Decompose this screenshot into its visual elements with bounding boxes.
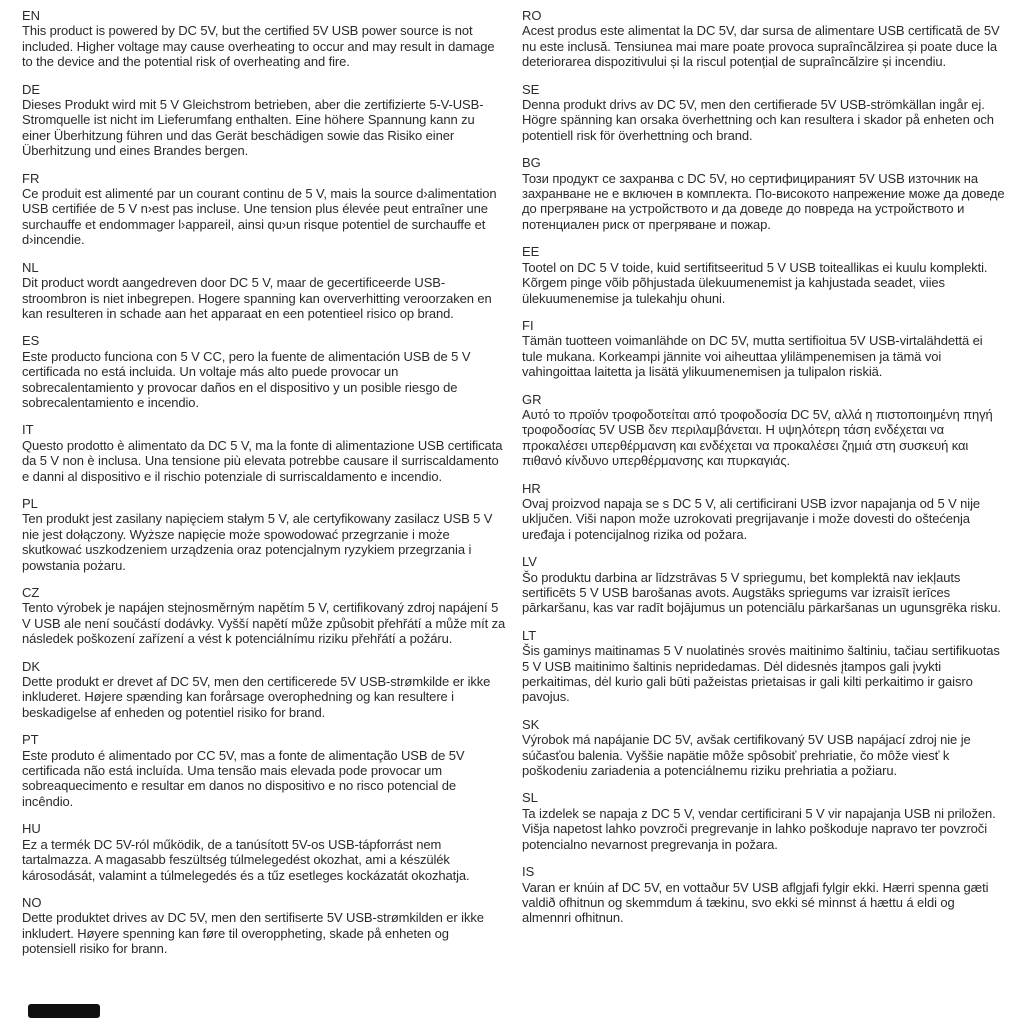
lang-text-cz: Tento výrobek je napájen stejnosměrným napětím 5 V, certifikovaný zdroj napájení 5 V USB ale není součástí dodávky. Vyšší napětí může způsobit přehřátí a může mít za následek poškození zařízení a vést k potenciálnímu riziku přehřátí a požáru. — [22, 600, 506, 647]
lang-code-pt: PT — [22, 732, 39, 748]
lang-section-no — [22, 895, 506, 957]
lang-text-nl: Dit product wordt aangedreven door DC 5 V, maar de gecertificeerde USB-stroombron is niet inbegrepen. Hogere spanning kan oververhitting veroorzaken en kan resulteren in schade aan het apparaat en een potentieel risico op brand. — [22, 275, 492, 321]
lang-code-lt: LT — [522, 627, 537, 643]
lang-code-sl: SL — [522, 790, 538, 806]
lang-code-en: EN — [22, 8, 41, 23]
lang-section-gr — [522, 392, 1006, 469]
lang-text-sk: Výrobok má napájanie DC 5V, avšak certifikovaný 5V USB napájací zdroj nie je súčasťou balenia. Vyššie napätie môže spôsobiť prehriatie, čo môže viesť k poškodeniu zariadenia a potenciálnemu riziku prehriatia a požiaru. — [522, 732, 971, 779]
lang-code-pl: PL — [22, 495, 38, 511]
lang-section-is — [522, 864, 1006, 926]
lang-code-ee: EE — [522, 244, 540, 260]
lang-text-hr: Ovaj proizvod napaja se s DC 5 V, ali certificirani USB izvor napajanja od 5 V nije uključen. Viši napon može uzrokovati pregrijavanje i može dovesti do oštećenja uređaja i potencijalnog rizika od požara. — [522, 495, 981, 542]
lang-code-nl: NL — [22, 259, 39, 275]
lang-section-en — [22, 8, 506, 70]
lang-section-sk — [522, 717, 1006, 779]
lang-code-fi: FI — [522, 317, 534, 333]
lang-text-pl: Ten produkt jest zasilany napięciem stałym 5 V, ale certyfikowany zasilacz USB 5 V nie jest dołączony. Wyższe napięcie może spowodować przegrzanie i może skutkować uszkodzeniem urządzenia oraz potencjalnym ryzykiem przegrzania i powstania pożaru. — [22, 511, 493, 573]
lang-section-lt — [522, 628, 1006, 705]
lang-code-gr: GR — [522, 391, 542, 407]
lang-section-pl — [22, 496, 506, 573]
lang-section-hr — [522, 481, 1006, 543]
lang-text-gr: Αυτό το προϊόν τροφοδοτείται από τροφοδοσία DC 5V, αλλά η πιστοποιημένη πηγή τροφοδοσίας 5V USB δεν περιλαμβάνεται. Η υψηλότερη τάση ενδέχεται να προκαλέσει υπερθέρμανση και ενδέχεται να προκαλέσει ζημιά στη συσκευή και πιθανό κίνδυνο υπερθέρμανσης και πυρκαγιάς. — [522, 406, 993, 469]
lang-section-sl — [522, 790, 1006, 852]
lang-section-lv — [522, 554, 1006, 616]
warning-sheet — [22, 8, 1006, 1024]
lang-code-lv: LV — [522, 554, 537, 570]
lang-section-ro — [522, 8, 1006, 70]
lang-code-fr: FR — [22, 170, 40, 186]
lang-section-dk — [22, 659, 506, 721]
lang-code-it: IT — [22, 422, 34, 438]
lang-code-no: NO — [22, 894, 42, 910]
lang-section-hu — [22, 821, 506, 883]
lang-section-se — [522, 82, 1006, 144]
lang-text-es: Este producto funciona con 5 V CC, pero la fuente de alimentación USB de 5 V certificada no está incluida. Un voltaje más alto puede provocar un sobrecalentamiento y provocar daños en el dispositivo y un posible riesgo de sobrecalentamiento e incendio. — [22, 348, 471, 410]
lang-code-es: ES — [22, 333, 40, 349]
left-column — [22, 8, 506, 1024]
lang-code-de: DE — [22, 81, 41, 97]
lang-text-se: Denna produkt drivs av DC 5V, men den certifierade 5V USB-strömkällan ingår ej. Högre spänning kan orsaka överhettning och kan resultera i skador på enheten och potentiell risk för överhettning och brand. — [522, 97, 994, 143]
lang-text-fr: Ce produit est alimenté par un courant continu de 5 V, mais la source d›alimentation USB certifiée de 5 V n›est pas incluse. Une tension plus élevée peut entraîner une surchauffe et endommager l›appareil, ainsi qu›un risque potentiel de surchauffe et d›incendie. — [22, 186, 497, 248]
lang-text-de: Dieses Produkt wird mit 5 V Gleichstrom betrieben, aber die zertifizierte 5-V-USB-Stromquelle ist nicht im Lieferumfang enthalten. Eine höhere Spannung kann zu einer Überhitzung führen und das Gerät beschädigen sowie das Risiko einer Überhitzung und eines Brandes bergen. — [22, 97, 484, 159]
lang-text-bg: Този продукт се захранва с DC 5V, но сертифицираният 5V USB източник на захранване не е включен в комплекта. По-високото напрежение може да доведе до прегряване на устройството и да доведе до повреда на устройството и потенциален риск от прегряване и пожар. — [522, 170, 1005, 232]
lang-text-lv: Šo produktu darbina ar līdzstrāvas 5 V spriegumu, bet komplektā nav iekļauts sertificēts 5 V USB barošanas avots. Augstāks spriegums var izraisīt ierīces pārkaršanu, kas var radīt bojājumus un potenciālu pārkaršanas un ugunsgrēka risku. — [522, 569, 1001, 616]
lang-code-is: IS — [522, 864, 535, 880]
lang-code-hu: HU — [22, 821, 41, 837]
lang-code-hr: HR — [522, 480, 541, 496]
lang-text-lt: Šis gaminys maitinamas 5 V nuolatinės srovės maitinimo šaltiniu, tačiau sertifikuotas 5 V USB maitinimo šaltinis nepridedamas. Dėl didesnės įtampos gali įvykti perkaitimas, dėl kurio gali būti pažeistas prietaisas ir gali kilti perkaitimo ir gaisro pavojus. — [522, 643, 1000, 705]
lang-text-ee: Tootel on DC 5 V toide, kuid sertifitseeritud 5 V USB toiteallikas ei kuulu komplekti. Kõrgem pinge võib põhjustada ülekuumenemist ja kahjustada seadet, viies ülekuumenemise ja tulekahju ohuni. — [522, 259, 988, 306]
lang-text-ro: Acest produs este alimentat la DC 5V, dar sursa de alimentare USB certificată de 5V nu este inclusă. Tensiunea mai mare poate provoca supraîncălzirea și poate duce la deteriorarea dispozitivului și la riscul potențial de supraîncălzire și incendiu. — [522, 23, 1000, 70]
lang-text-hu: Ez a termék DC 5V-ról működik, de a tanúsított 5V-os USB-tápforrást nem tartalmazza. A magasabb feszültség túlmelegedést okozhat, ami a készülék károsodását, valamint a túlmelegedés és a tűz esetleges kockázatát okozhatja. — [22, 836, 470, 883]
lang-section-cz — [22, 585, 506, 647]
lang-section-es — [22, 333, 506, 410]
lang-code-se: SE — [522, 81, 540, 97]
right-column — [522, 8, 1006, 1024]
lang-text-no: Dette produktet drives av DC 5V, men den sertifiserte 5V USB-strømkilden er ikke inkludert. Høyere spenning kan føre til overoppheting, skade på enheten og potensiell risiko for brann. — [22, 910, 484, 957]
lang-text-sl: Ta izdelek se napaja z DC 5 V, vendar certificirani 5 V vir napajanja USB ni priložen. Višja napetost lahko povzroči pregrevanje in lahko poškoduje napravo ter povzroči potencialno nevarnost pregrevanja in požara. — [522, 805, 996, 852]
lang-code-bg: BG — [522, 155, 541, 171]
lang-text-en: This product is powered by DC 5V, but the certified 5V USB power source is not included. Higher voltage may cause overheating to occur and may result in damage to the device and the potential risk of overheating and fire. — [22, 23, 495, 70]
lang-code-dk: DK — [22, 658, 41, 674]
lang-section-fr — [22, 171, 506, 248]
lang-section-it — [22, 422, 506, 484]
crop-mark — [28, 1004, 100, 1018]
lang-text-pt: Este produto é alimentado por CC 5V, mas a fonte de alimentação USB de 5V certificada não está incluída. Uma tensão mais elevada pode provocar um sobreaquecimento e resultar em danos no dispositivo e no risco potencial de incêndio. — [22, 747, 465, 809]
lang-section-nl — [22, 260, 506, 322]
lang-text-dk: Dette produkt er drevet af DC 5V, men den certificerede 5V USB-strømkilde er ikke inkluderet. Højere spænding kan forårsage overophedning og kan resultere i beskadigelse af enheden og potentiel risiko for brand. — [22, 674, 491, 720]
lang-section-pt — [22, 732, 506, 809]
lang-section-fi — [522, 318, 1006, 380]
lang-text-is: Varan er knúin af DC 5V, en vottaður 5V USB aflgjafi fylgir ekki. Hærri spenna gæti valdið ofhitnun og skemmdum á tækinu, svo ekki sé minnst á hættu á eldi og almennri ofhitnun. — [522, 879, 989, 926]
lang-code-cz: CZ — [22, 585, 40, 600]
lang-section-ee — [522, 244, 1006, 306]
lang-text-fi: Tämän tuotteen voimanlähde on DC 5V, mutta sertifioitua 5V USB-virtalähdettä ei tule mukana. Korkeampi jännite voi aiheuttaa ylilämpenemisen ja tämä voi vahingoittaa laitetta ja lisätä ylikuumenemisen ja tulipalon riskiä. — [522, 333, 983, 380]
lang-text-it: Questo prodotto è alimentato da DC 5 V, ma la fonte di alimentazione USB certificata da 5 V non è inclusa. Una tensione più elevata potrebbe causare il surriscaldamento e danni al dispositivo e il rischio potenziale di surriscaldamento e incendio. — [22, 437, 503, 484]
lang-code-sk: SK — [522, 716, 540, 732]
lang-section-de — [22, 82, 506, 159]
lang-section-bg — [522, 155, 1006, 232]
lang-code-ro: RO — [522, 8, 542, 23]
